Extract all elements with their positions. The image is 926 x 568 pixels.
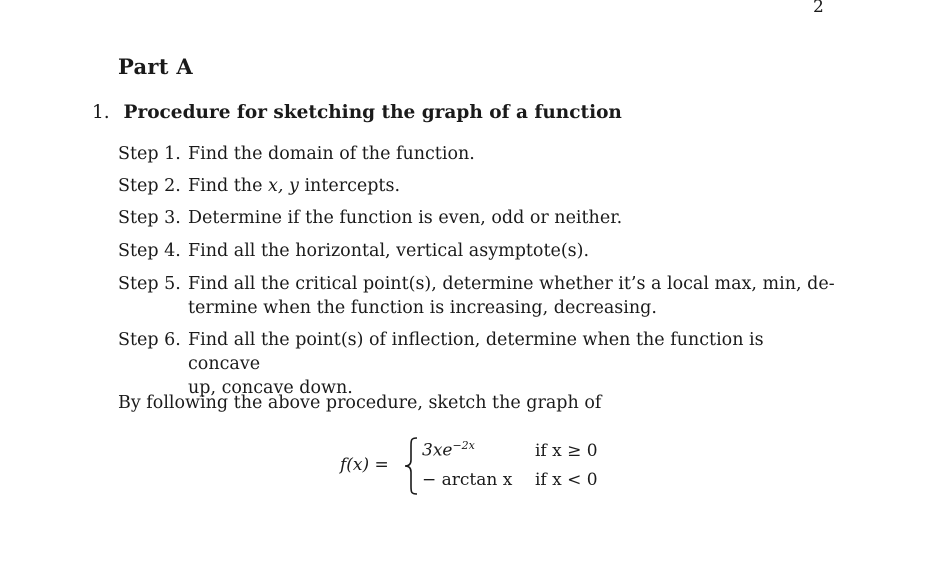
step-math: x, y [268, 176, 299, 196]
step-1 [118, 142, 838, 166]
step-line-2: up, concave down. [188, 378, 353, 398]
step-text: Find the domain of the function. [188, 144, 475, 164]
step-6 [118, 328, 838, 400]
step-label: Step 3. [118, 208, 181, 228]
case-2-condition: if x < 0 [535, 470, 598, 490]
step-text [188, 272, 838, 320]
case-1-expression [422, 439, 475, 461]
step-text-before: Find the [188, 176, 268, 196]
page-number: 2 [813, 0, 824, 17]
formula-lhs: f(x) = [340, 455, 389, 475]
intro-text: By following the above procedure, sketch the graph of [118, 393, 602, 413]
section-heading [92, 102, 622, 123]
step-label: Step 4. [118, 241, 181, 261]
section-title: Procedure for sketching the graph of a function [123, 102, 622, 123]
step-line-2: termine when the function is increasing, decreasing. [188, 298, 657, 318]
part-heading: Part A [118, 54, 194, 79]
case-2-expression: − arctan x [422, 470, 513, 490]
case-1-base: 3xe [422, 440, 453, 461]
step-3 [118, 206, 838, 230]
step-label: Step 1. [118, 144, 181, 164]
step-line-1: Find all the point(s) of inflection, determine when the function is concave [188, 330, 764, 374]
step-text [188, 174, 838, 198]
step-text: Determine if the function is even, odd or neither. [188, 208, 623, 228]
case-1-condition: if x ≥ 0 [535, 441, 598, 461]
step-label: Step 2. [118, 176, 181, 196]
left-brace-icon [402, 436, 420, 496]
step-4 [118, 239, 838, 263]
step-label: Step 6. [118, 330, 181, 350]
case-1-exponent: −2x [452, 439, 475, 452]
step-text [188, 328, 838, 400]
step-5 [118, 272, 838, 320]
step-text-after: intercepts. [298, 176, 401, 196]
step-label: Step 5. [118, 274, 181, 294]
step-2 [118, 174, 838, 198]
step-line-1: Find all the critical point(s), determine whether it’s a local max, min, de- [188, 274, 835, 294]
step-text: Find all the horizontal, vertical asymptote(s). [188, 241, 590, 261]
section-number: 1. [92, 102, 110, 123]
piecewise-formula [340, 436, 640, 496]
